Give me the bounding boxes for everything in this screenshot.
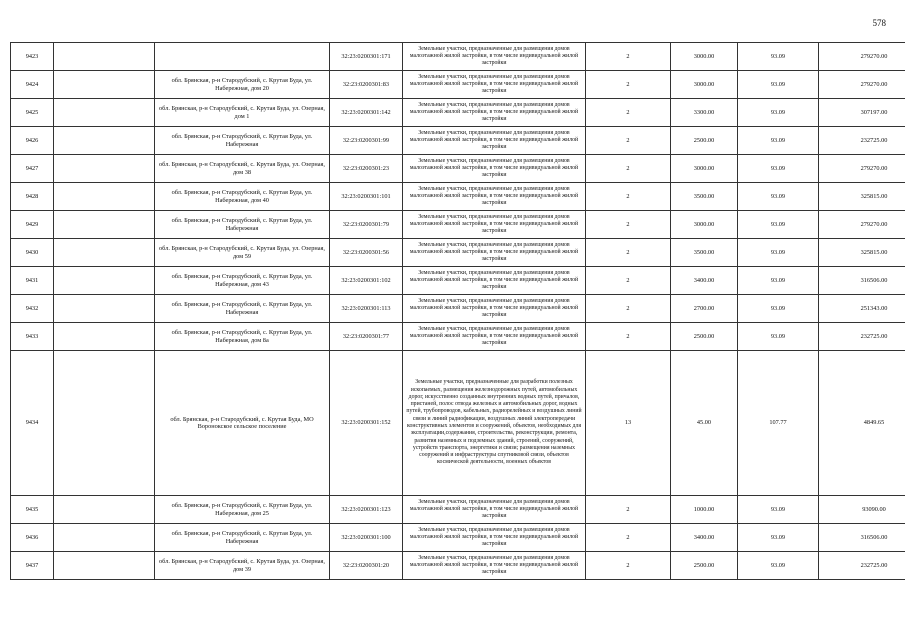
table-row [11,99,905,127]
address-cell [155,43,330,71]
land-use-cell: Земельные участки, предназначенные для размещения домов малоэтажной жилой застройки, в том числе индивидуальной жилой застройки [403,211,586,239]
specific-value-cell: 93.09 [738,183,819,211]
area-cell: 3000.00 [671,155,738,183]
blank-cell [54,71,155,99]
cadastral-value-cell: 232725.00 [819,127,905,155]
blank-cell [54,496,155,524]
table-row [11,239,905,267]
land-use-cell: Земельные участки, предназначенные для размещения домов малоэтажной жилой застройки, в том числе индивидуальной жилой застройки [403,295,586,323]
address-cell: обл. Брянская, р-н Стародубский, с. Крутая Буда, МО Воронокское сельское поселение [155,351,330,496]
table-row [11,127,905,155]
row-number-cell: 9428 [11,183,54,211]
row-number-cell: 9429 [11,211,54,239]
area-cell: 3000.00 [671,43,738,71]
cadastral-value-cell: 325815.00 [819,183,905,211]
area-cell: 3400.00 [671,267,738,295]
row-number-cell: 9423 [11,43,54,71]
table-row [11,295,905,323]
cadastral-value-cell: 232725.00 [819,323,905,351]
table-row [11,524,905,552]
table-row [11,71,905,99]
row-number-cell: 9427 [11,155,54,183]
cadastral-value-cell: 325815.00 [819,239,905,267]
area-cell: 1000.00 [671,496,738,524]
row-number-cell: 9431 [11,267,54,295]
blank-cell [54,524,155,552]
cadastral-number-cell: 32:23:0200301:102 [330,267,403,295]
address-cell: обл. Брянская, р-н Стародубский, с. Крутая Буда, ул. Озерная, дом 39 [155,552,330,580]
land-use-cell: Земельные участки, предназначенные для размещения домов малоэтажной жилой застройки, в том числе индивидуальной жилой застройки [403,71,586,99]
cadastral-value-cell: 93090.00 [819,496,905,524]
table-row [11,351,905,496]
row-number-cell: 9426 [11,127,54,155]
land-use-cell: Земельные участки, предназначенные для размещения домов малоэтажной жилой застройки, в том числе индивидуальной жилой застройки [403,43,586,71]
blank-cell [54,183,155,211]
cadastral-number-cell: 32:23:0200301:152 [330,351,403,496]
cadastral-number-cell: 32:23:0200301:113 [330,295,403,323]
cadastral-number-cell: 32:23:0200301:23 [330,155,403,183]
area-cell: 3500.00 [671,239,738,267]
blank-cell [54,239,155,267]
area-cell: 3300.00 [671,99,738,127]
blank-cell [54,295,155,323]
specific-value-cell: 93.09 [738,295,819,323]
blank-cell [54,267,155,295]
area-cell: 2500.00 [671,127,738,155]
specific-value-cell: 93.09 [738,99,819,127]
blank-cell [54,351,155,496]
cadastral-number-cell: 32:23:0200301:20 [330,552,403,580]
specific-value-cell: 93.09 [738,71,819,99]
area-cell: 2500.00 [671,552,738,580]
row-number-cell: 9435 [11,496,54,524]
blank-cell [54,99,155,127]
use-class-cell: 13 [586,351,671,496]
use-class-cell: 2 [586,71,671,99]
row-number-cell: 9436 [11,524,54,552]
table-body [11,43,905,580]
address-cell: обл. Брянская, р-н Стародубский, с. Крутая Буда, ул. Набережная [155,127,330,155]
use-class-cell: 2 [586,211,671,239]
table-row [11,496,905,524]
use-class-cell: 2 [586,267,671,295]
area-cell: 2500.00 [671,323,738,351]
blank-cell [54,43,155,71]
address-cell: обл. Брянская, р-н Стародубский, с. Крутая Буда, ул. Набережная, дом 40 [155,183,330,211]
area-cell: 3000.00 [671,211,738,239]
address-cell: обл. Брянская, р-н Стародубский, с. Крутая Буда, ул. Набережная [155,211,330,239]
cadastral-registry-table [10,42,905,580]
use-class-cell: 2 [586,295,671,323]
address-cell: обл. Брянская, р-н Стародубский, с. Крутая Буда, ул. Набережная, дом 43 [155,267,330,295]
area-cell: 3400.00 [671,524,738,552]
address-cell: обл. Брянская, р-н Стародубский, с. Крутая Буда, ул. Набережная, дом 25 [155,496,330,524]
use-class-cell: 2 [586,239,671,267]
cadastral-number-cell: 32:23:0200301:99 [330,127,403,155]
specific-value-cell: 93.09 [738,496,819,524]
land-use-cell: Земельные участки, предназначенные для размещения домов малоэтажной жилой застройки, в том числе индивидуальной жилой застройки [403,239,586,267]
specific-value-cell: 93.09 [738,524,819,552]
area-cell: 2700.00 [671,295,738,323]
use-class-cell: 2 [586,99,671,127]
cadastral-number-cell: 32:23:0200301:83 [330,71,403,99]
land-use-cell: Земельные участки, предназначенные для размещения домов малоэтажной жилой застройки, в том числе индивидуальной жилой застройки [403,524,586,552]
land-use-cell: Земельные участки, предназначенные для размещения домов малоэтажной жилой застройки, в том числе индивидуальной жилой застройки [403,496,586,524]
specific-value-cell: 93.09 [738,552,819,580]
specific-value-cell: 93.09 [738,43,819,71]
cadastral-number-cell: 32:23:0200301:123 [330,496,403,524]
table-row [11,552,905,580]
address-cell: обл. Брянская, р-н Стародубский, с. Крутая Буда, ул. Набережная, дом 8а [155,323,330,351]
use-class-cell: 2 [586,155,671,183]
cadastral-number-cell: 32:23:0200301:100 [330,524,403,552]
row-number-cell: 9424 [11,71,54,99]
table-row [11,267,905,295]
use-class-cell: 2 [586,524,671,552]
table-row [11,155,905,183]
cadastral-value-cell: 316506.00 [819,267,905,295]
land-use-cell: Земельные участки, предназначенные для размещения домов малоэтажной жилой застройки, в том числе индивидуальной жилой застройки [403,127,586,155]
page-number: 578 [872,18,886,28]
specific-value-cell: 107.77 [738,351,819,496]
row-number-cell: 9425 [11,99,54,127]
cadastral-value-cell: 279270.00 [819,71,905,99]
cadastral-value-cell: 307197.00 [819,99,905,127]
cadastral-number-cell: 32:23:0200301:101 [330,183,403,211]
land-use-cell: Земельные участки, предназначенные для размещения домов малоэтажной жилой застройки, в том числе индивидуальной жилой застройки [403,267,586,295]
cadastral-value-cell: 279270.00 [819,211,905,239]
cadastral-value-cell: 251343.00 [819,295,905,323]
row-number-cell: 9433 [11,323,54,351]
address-cell: обл. Брянская, р-н Стародубский, с. Крутая Буда, ул. Озерная, дом 1 [155,99,330,127]
row-number-cell: 9432 [11,295,54,323]
use-class-cell: 2 [586,323,671,351]
cadastral-number-cell: 32:23:0200301:142 [330,99,403,127]
blank-cell [54,323,155,351]
specific-value-cell: 93.09 [738,155,819,183]
blank-cell [54,552,155,580]
table-row [11,211,905,239]
cadastral-value-cell: 279270.00 [819,155,905,183]
blank-cell [54,155,155,183]
address-cell: обл. Брянская, р-н Стародубский, с. Крутая Буда, ул. Набережная [155,524,330,552]
cadastral-value-cell: 316506.00 [819,524,905,552]
blank-cell [54,211,155,239]
land-use-cell: Земельные участки, предназначенные для размещения домов малоэтажной жилой застройки, в том числе индивидуальной жилой застройки [403,99,586,127]
row-number-cell: 9430 [11,239,54,267]
table-row [11,43,905,71]
address-cell: обл. Брянская, р-н Стародубский, с. Крутая Буда, ул. Озерная, дом 38 [155,155,330,183]
area-cell: 3500.00 [671,183,738,211]
specific-value-cell: 93.09 [738,127,819,155]
use-class-cell: 2 [586,43,671,71]
use-class-cell: 2 [586,552,671,580]
blank-cell [54,127,155,155]
use-class-cell: 2 [586,183,671,211]
specific-value-cell: 93.09 [738,211,819,239]
land-use-cell: Земельные участки, предназначенные для разработки полезных ископаемых, размещения железнодорожных путей, автомобильных дорог, искусственно созданных внутренних водных путей, причалов, пристаней, полос отвода железных и автомобильных дорог, водных путей, трубопроводов, кабельных, радиорелейных и воздушных линий связи и линий радиофикации, воздушных линий электропередачи конструктивных элементов и сооружений, объектов, необходимых для эксплуатации,содержания, строительства, реконструкции, ремонта, развития наземных и подземных зданий, строений, сооружений, устройств транспорта, энергетики и связи; размещения наземных сооружений и инфраструктуры спутниковой связи, объектов космической деятельности, военных объектов [403,351,586,496]
specific-value-cell: 93.09 [738,239,819,267]
cadastral-value-cell: 279270.00 [819,43,905,71]
address-cell: обл. Брянская, р-н Стародубский, с. Крутая Буда, ул. Набережная, дом 20 [155,71,330,99]
address-cell: обл. Брянская, р-н Стародубский, с. Крутая Буда, ул. Озерная, дом 59 [155,239,330,267]
address-cell: обл. Брянская, р-н Стародубский, с. Крутая Буда, ул. Набережная [155,295,330,323]
row-number-cell: 9434 [11,351,54,496]
cadastral-number-cell: 32:23:0200301:79 [330,211,403,239]
cadastral-number-cell: 32:23:0200301:77 [330,323,403,351]
area-cell: 45.00 [671,351,738,496]
cadastral-number-cell: 32:23:0200301:171 [330,43,403,71]
specific-value-cell: 93.09 [738,267,819,295]
table-row [11,183,905,211]
use-class-cell: 2 [586,496,671,524]
row-number-cell: 9437 [11,552,54,580]
land-use-cell: Земельные участки, предназначенные для размещения домов малоэтажной жилой застройки, в том числе индивидуальной жилой застройки [403,323,586,351]
land-use-cell: Земельные участки, предназначенные для размещения домов малоэтажной жилой застройки, в том числе индивидуальной жилой застройки [403,155,586,183]
land-use-cell: Земельные участки, предназначенные для размещения домов малоэтажной жилой застройки, в том числе индивидуальной жилой застройки [403,552,586,580]
cadastral-value-cell: 4849.65 [819,351,905,496]
cadastral-value-cell: 232725.00 [819,552,905,580]
area-cell: 3000.00 [671,71,738,99]
use-class-cell: 2 [586,127,671,155]
specific-value-cell: 93.09 [738,323,819,351]
land-use-cell: Земельные участки, предназначенные для размещения домов малоэтажной жилой застройки, в том числе индивидуальной жилой застройки [403,183,586,211]
cadastral-number-cell: 32:23:0200301:56 [330,239,403,267]
table-row [11,323,905,351]
